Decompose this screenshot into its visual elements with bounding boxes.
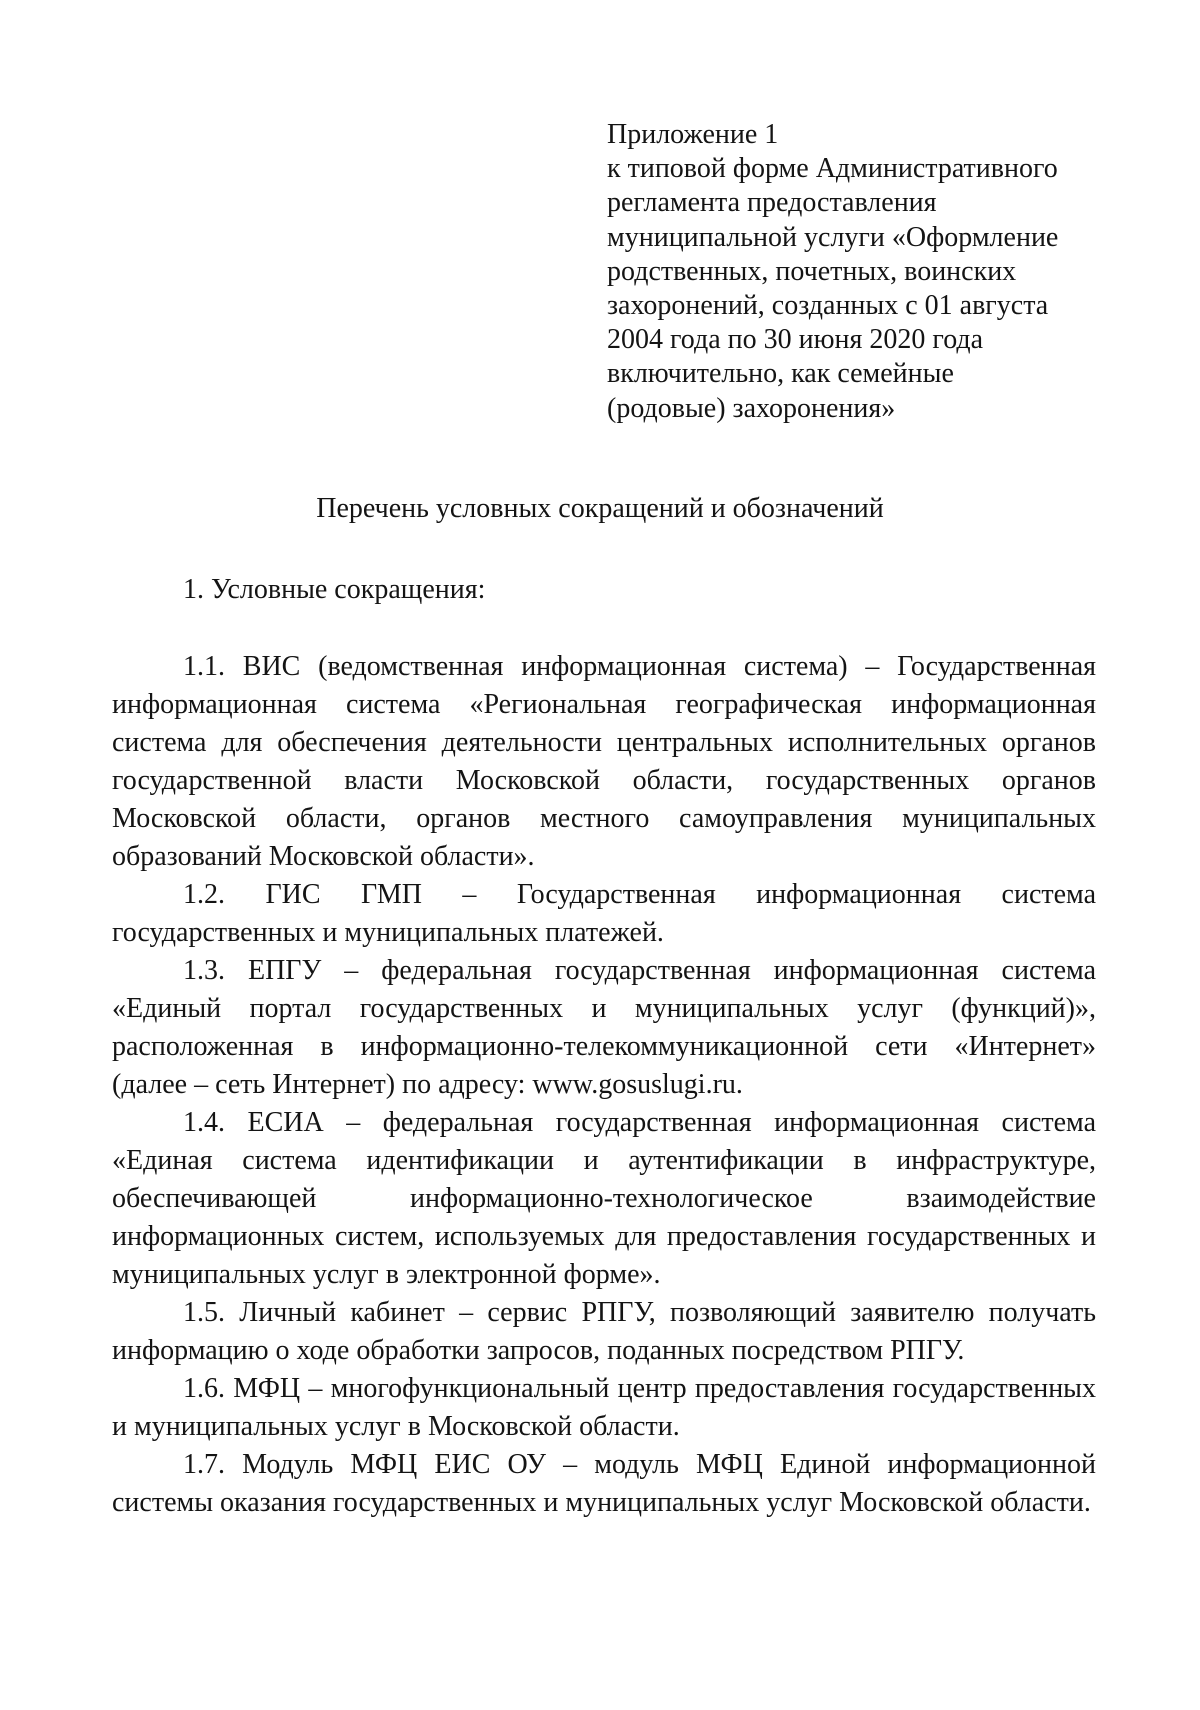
- abbreviation-item-personal-account: 1.5. Личный кабинет – сервис РПГУ, позволяющий заявителю получать информацию о ходе обработки запросов, поданных посредством РПГУ.: [112, 1297, 1096, 1366]
- appendix-line: 2004 года по 30 июня 2020 года: [607, 324, 984, 356]
- document-title: Перечень условных сокращений и обозначений: [316, 493, 884, 524]
- abbreviation-item-vis: 1.1. ВИС (ведомственная информационная система) – Государственная информационная система «Региональная географическая информационная система для обеспечения деятельности центральных исполнительных органов государственной власти Московской области, государственных органов Московской области, органов местного самоуправления муниципальных образований Московской области».: [112, 651, 1096, 872]
- abbreviation-item-mfc-module: 1.7. Модуль МФЦ ЕИС ОУ – модуль МФЦ Единой информационной системы оказания государственных и муниципальных услуг Московской области.: [112, 1449, 1096, 1518]
- appendix-line: (родовые) захоронения»: [607, 392, 896, 424]
- abbreviations-list: [112, 648, 1096, 1522]
- abbreviation-item-mfc: 1.6. МФЦ – многофункциональный центр предоставления государственных и муниципальных услуг в Московской области.: [112, 1373, 1096, 1442]
- appendix-line: родственных, почетных, воинских: [607, 255, 1017, 287]
- abbreviation-item-epgu: 1.3. ЕПГУ – федеральная государственная информационная система «Единый портал государственных и муниципальных услуг (функций)», расположенная в информационно-телекоммуникационной сети «Интернет» (далее – сеть Интернет) по адресу: www.gosuslugi.ru.: [112, 955, 1096, 1100]
- section-heading: 1. Условные сокращения:: [183, 574, 486, 605]
- appendix-line: захоронений, созданных с 01 августа: [607, 290, 1049, 322]
- appendix-line: Приложение 1: [607, 119, 779, 150]
- appendix-line: регламента предоставления: [607, 187, 937, 219]
- appendix-header: [607, 118, 1107, 426]
- appendix-line: к типовой форме Административного: [607, 153, 1058, 185]
- abbreviation-item-esia: 1.4. ЕСИА – федеральная государственная информационная система «Единая система идентификации и аутентификации в инфраструктуре, обеспечивающей информационно-технологическое взаимодействие информационных систем, используемых для предоставления государственных и муниципальных услуг в электронной форме».: [112, 1107, 1096, 1290]
- abbreviation-item-gis-gmp: 1.2. ГИС ГМП – Государственная информационная система государственных и муниципальных платежей.: [112, 879, 1096, 948]
- appendix-line: включительно, как семейные: [607, 358, 954, 390]
- appendix-line: муниципальной услуги «Оформление: [607, 221, 1059, 253]
